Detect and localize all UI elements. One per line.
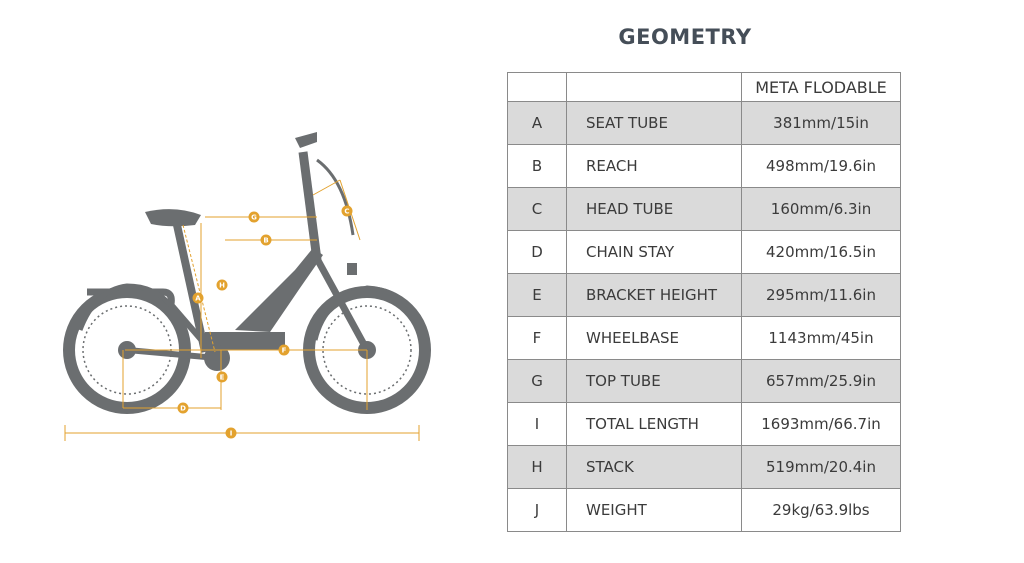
bike-geometry-diagram — [55, 120, 435, 450]
header-empty-cell — [567, 73, 742, 102]
marker-g — [249, 212, 260, 223]
row-value: 381mm/15in — [742, 102, 901, 145]
svg-text:G: G — [251, 213, 257, 222]
row-value: 1693mm/66.7in — [742, 403, 901, 446]
row-value: 519mm/20.4in — [742, 446, 901, 489]
svg-text:A: A — [195, 294, 201, 303]
table-row — [508, 274, 901, 317]
row-letter: F — [508, 317, 567, 360]
row-name: HEAD TUBE — [567, 188, 742, 231]
row-letter: H — [508, 446, 567, 489]
row-letter: D — [508, 231, 567, 274]
row-value: 160mm/6.3in — [742, 188, 901, 231]
marker-h — [217, 280, 228, 291]
marker-i — [226, 428, 237, 439]
row-letter: G — [508, 360, 567, 403]
row-letter: E — [508, 274, 567, 317]
row-value: 657mm/25.9in — [742, 360, 901, 403]
table-row — [508, 360, 901, 403]
geometry-table — [507, 72, 901, 532]
row-name: TOP TUBE — [567, 360, 742, 403]
row-value: 420mm/16.5in — [742, 231, 901, 274]
table-row — [508, 145, 901, 188]
row-name: STACK — [567, 446, 742, 489]
row-value: 295mm/11.6in — [742, 274, 901, 317]
svg-text:E: E — [219, 373, 225, 382]
marker-e — [217, 372, 228, 383]
table-row — [508, 403, 901, 446]
marker-b — [261, 235, 272, 246]
marker-a — [193, 293, 204, 304]
svg-text:F: F — [281, 346, 287, 355]
svg-text:I: I — [229, 429, 233, 438]
table-row — [508, 102, 901, 145]
svg-text:D: D — [180, 404, 186, 413]
svg-text:B: B — [263, 236, 269, 245]
header-empty-cell — [508, 73, 567, 102]
page-title: GEOMETRY — [618, 25, 752, 49]
row-name: BRACKET HEIGHT — [567, 274, 742, 317]
bike-illustration — [69, 132, 425, 408]
table-row — [508, 489, 901, 532]
table-row — [508, 317, 901, 360]
row-name: WHEELBASE — [567, 317, 742, 360]
marker-c — [342, 206, 353, 217]
svg-text:C: C — [344, 207, 350, 216]
table-header-row — [508, 73, 901, 102]
row-value: 1143mm/45in — [742, 317, 901, 360]
row-value: 498mm/19.6in — [742, 145, 901, 188]
marker-f — [279, 345, 290, 356]
row-name: SEAT TUBE — [567, 102, 742, 145]
row-letter: B — [508, 145, 567, 188]
table-row — [508, 188, 901, 231]
row-name: TOTAL LENGTH — [567, 403, 742, 446]
table-row — [508, 446, 901, 489]
row-name: CHAIN STAY — [567, 231, 742, 274]
svg-text:H: H — [219, 281, 225, 290]
row-name: WEIGHT — [567, 489, 742, 532]
row-value: 29kg/63.9lbs — [742, 489, 901, 532]
row-letter: J — [508, 489, 567, 532]
row-name: REACH — [567, 145, 742, 188]
marker-d — [178, 403, 189, 414]
table-row — [508, 231, 901, 274]
model-header: META FLODABLE — [742, 73, 901, 102]
row-letter: I — [508, 403, 567, 446]
row-letter: A — [508, 102, 567, 145]
row-letter: C — [508, 188, 567, 231]
